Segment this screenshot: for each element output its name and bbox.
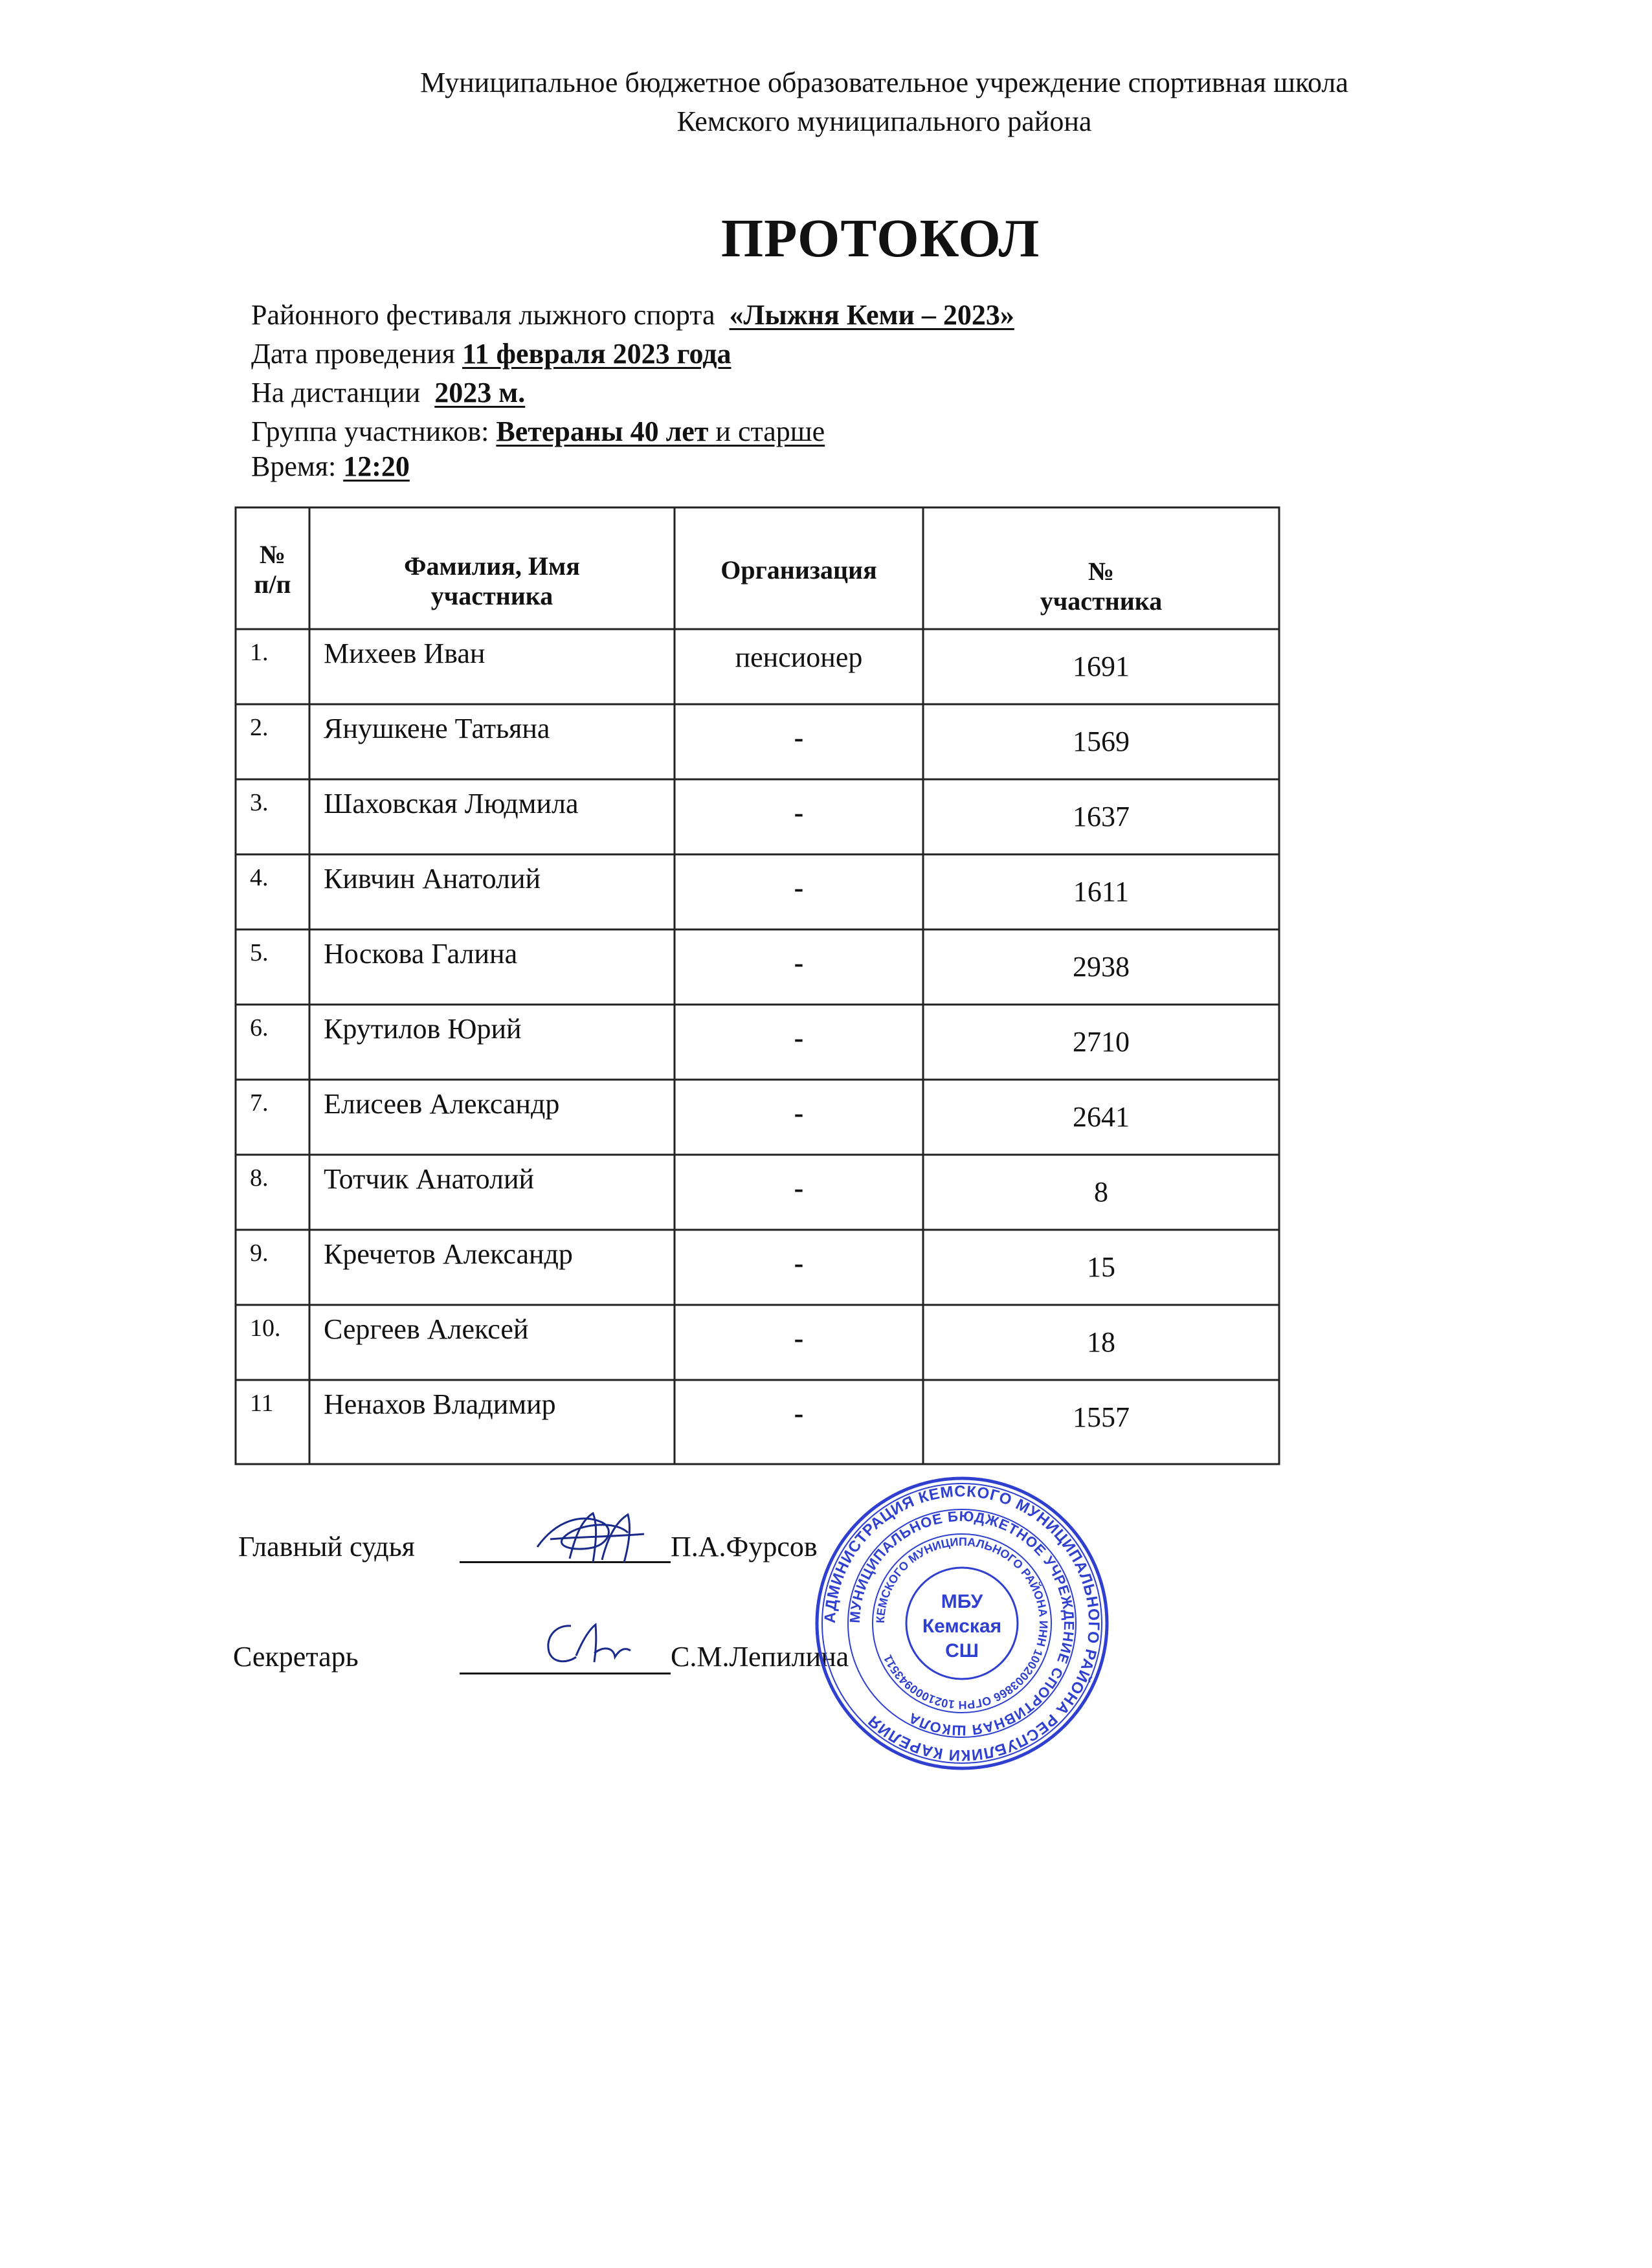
participants-table bbox=[234, 506, 1280, 1465]
row-name: Носкова Галина bbox=[324, 938, 518, 970]
row-participant-number: 18 bbox=[1087, 1326, 1115, 1358]
row-participant-number: 1637 bbox=[1073, 801, 1130, 832]
row-participant-number: 2710 bbox=[1073, 1026, 1130, 1058]
document-title: ПРОТОКОЛ bbox=[720, 208, 1040, 269]
group-line bbox=[251, 413, 825, 450]
stamp-inner-text: КЕМСКОГО МУНИЦИПАЛЬНОГО РАЙОНА ИНН 1002003866 ОГРН 1021000943511 bbox=[873, 1535, 1051, 1712]
row-participant-number: 2641 bbox=[1073, 1101, 1130, 1133]
row-organization: - bbox=[794, 1022, 804, 1054]
row-index: 10. bbox=[250, 1315, 281, 1342]
distance-value: 2023 м. bbox=[434, 377, 526, 408]
header-line-1: Муниципальное бюджетное образовательное учреждение спортивная школа bbox=[420, 67, 1348, 98]
row-participant-number: 2938 bbox=[1073, 951, 1130, 983]
row-organization: - bbox=[794, 947, 804, 979]
row-participant-number: 1611 bbox=[1073, 876, 1130, 907]
distance-label: На дистанции bbox=[251, 377, 421, 408]
row-name: Крутилов Юрий bbox=[324, 1013, 522, 1045]
row-name: Шаховская Людмила bbox=[324, 788, 579, 819]
header-name-line1: Фамилия, Имя bbox=[404, 551, 580, 581]
group-value: Ветераны 40 лет bbox=[496, 416, 709, 447]
group-label: Группа участников: bbox=[251, 416, 489, 447]
row-index: 1. bbox=[250, 639, 269, 666]
row-name: Михеев Иван bbox=[324, 638, 486, 669]
chief-judge-signature bbox=[531, 1500, 647, 1572]
stamp-outer-text: АДМИНИСТРАЦИЯ КЕМСКОГО МУНИЦИПАЛЬНОГО РАЙОНА РЕСПУБЛИКИ КАРЕЛИЯ bbox=[821, 1482, 1103, 1764]
row-organization: - bbox=[794, 872, 804, 904]
distance-line bbox=[251, 374, 525, 412]
event-line bbox=[251, 296, 1014, 334]
row-organization: - bbox=[794, 1322, 804, 1354]
row-name: Кивчин Анатолий bbox=[324, 863, 541, 895]
group-value-rest: и старше bbox=[715, 416, 825, 447]
secretary-label: Секретарь bbox=[233, 1641, 359, 1673]
header-number-label: участника bbox=[1040, 586, 1163, 616]
official-stamp bbox=[813, 1474, 1111, 1772]
secretary-name: С.М.Лепилина bbox=[671, 1641, 849, 1673]
row-name: Сергеев Алексей bbox=[324, 1313, 529, 1345]
row-index: 9. bbox=[250, 1240, 269, 1267]
date-line bbox=[251, 335, 731, 373]
stamp-middle-text: МУНИЦИПАЛЬНОЕ БЮДЖЕТНОЕ УЧРЕЖДЕНИЕ СПОРТИВНАЯ ШКОЛА bbox=[846, 1507, 1078, 1739]
header-participant-number bbox=[923, 557, 1279, 616]
row-name: Тотчик Анатолий bbox=[324, 1163, 535, 1195]
row-participant-number: 1569 bbox=[1073, 726, 1130, 757]
row-index: 6. bbox=[250, 1014, 269, 1041]
header-number-symbol: № bbox=[1088, 557, 1115, 586]
row-organization: - bbox=[794, 1247, 804, 1279]
date-value: 11 февраля 2023 года bbox=[462, 338, 731, 370]
time-line bbox=[251, 448, 410, 485]
secretary-signature bbox=[537, 1614, 634, 1673]
chief-judge-label: Главный судья bbox=[238, 1531, 415, 1562]
stamp-graphic bbox=[813, 1474, 1111, 1772]
row-organization: - bbox=[794, 1397, 804, 1429]
row-participant-number: 1691 bbox=[1073, 650, 1130, 682]
chief-judge-name: П.А.Фурсов bbox=[671, 1531, 818, 1562]
header-organization: Организация bbox=[720, 555, 877, 584]
time-label: Время: bbox=[251, 450, 337, 482]
row-participant-number: 8 bbox=[1094, 1176, 1108, 1208]
stamp-center-line-1: МБУ bbox=[941, 1591, 983, 1612]
header-name-line2: участника bbox=[430, 581, 553, 610]
row-index: 7. bbox=[250, 1089, 269, 1117]
header-index-symbol: № bbox=[259, 540, 286, 569]
row-name: Елисеев Александр bbox=[324, 1088, 560, 1120]
row-index: 2. bbox=[250, 714, 269, 741]
event-value: «Лыжня Кеми – 2023» bbox=[729, 299, 1014, 331]
time-value: 12:20 bbox=[343, 450, 410, 482]
row-participant-number: 1557 bbox=[1073, 1401, 1130, 1433]
date-label: Дата проведения bbox=[251, 338, 455, 370]
row-index: 5. bbox=[250, 939, 269, 966]
row-participant-number: 15 bbox=[1087, 1251, 1115, 1283]
row-organization: - bbox=[794, 797, 804, 828]
row-organization: пенсионер bbox=[735, 641, 863, 673]
header-line-2: Кемского муниципального района bbox=[676, 106, 1092, 137]
row-index: 4. bbox=[250, 864, 269, 891]
stamp-center-line-2: Кемская bbox=[922, 1616, 1002, 1637]
event-label: Районного фестиваля лыжного спорта bbox=[251, 299, 715, 331]
row-index: 8. bbox=[250, 1164, 269, 1192]
secretary-signature-line bbox=[460, 1673, 671, 1674]
header-index bbox=[236, 540, 309, 599]
row-index: 11 bbox=[250, 1390, 274, 1417]
stamp-center-line-3: СШ bbox=[945, 1640, 979, 1662]
row-index: 3. bbox=[250, 789, 269, 816]
header-index-label: п/п bbox=[254, 570, 291, 599]
row-organization: - bbox=[794, 1097, 804, 1129]
row-name: Янушкене Татьяна bbox=[324, 713, 550, 744]
row-name: Кречетов Александр bbox=[324, 1238, 573, 1270]
row-name: Ненахов Владимир bbox=[324, 1388, 556, 1420]
row-organization: - bbox=[794, 1172, 804, 1204]
header-name bbox=[309, 551, 675, 611]
row-organization: - bbox=[794, 722, 804, 753]
